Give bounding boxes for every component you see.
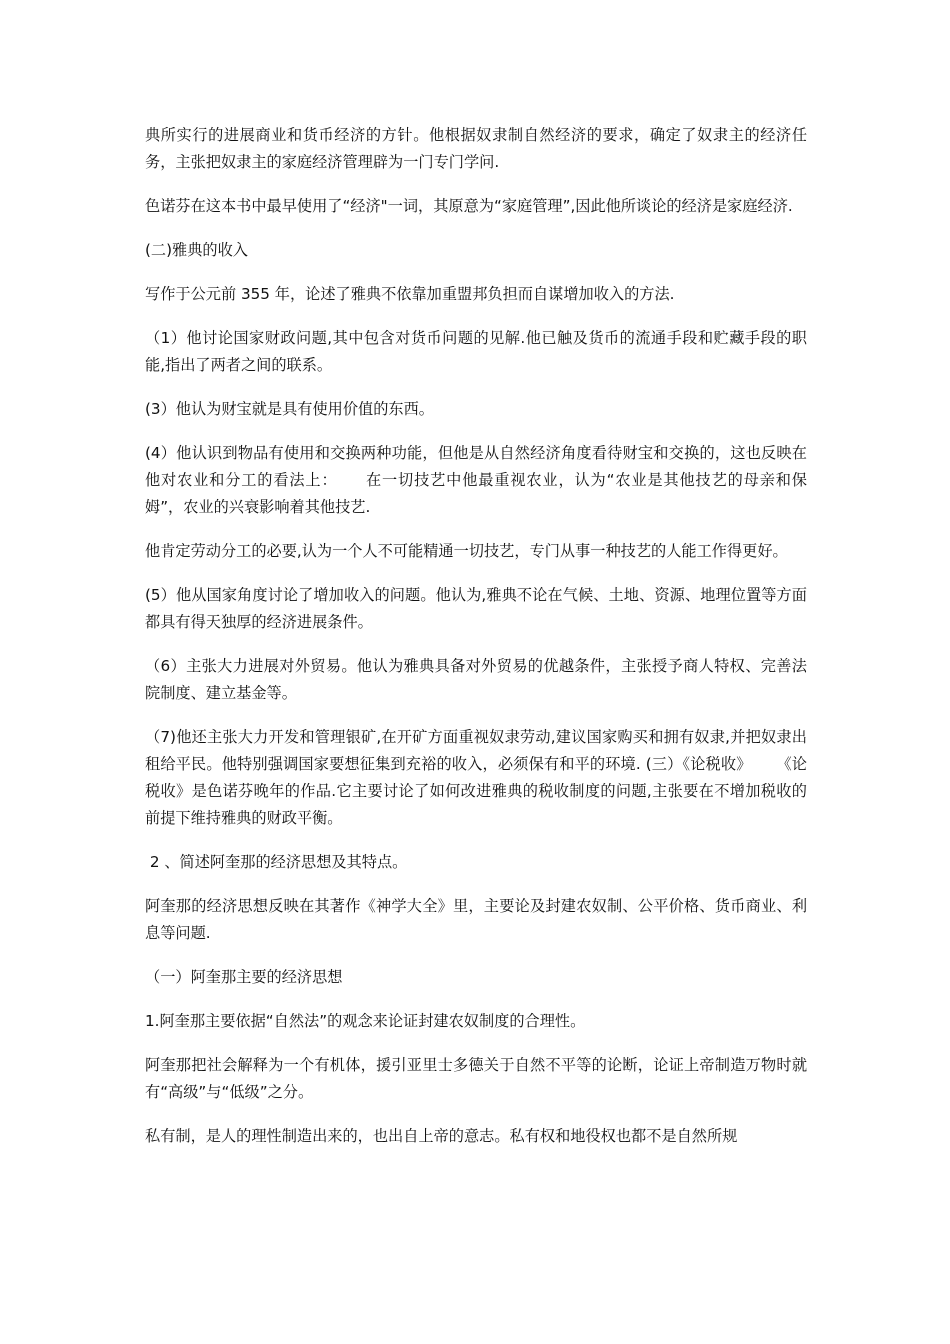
- section-heading-2: (二)雅典的收入: [145, 241, 248, 259]
- list-item-4: (4）他认识到物品有使用和交换两种功能，但他是从自然经济角度看待财宝和交换的，这也反映在他对农业和分工的看法上： 在一切技艺中他最重视农业，认为“农业是其他技艺的母亲和保姆”，农业的兴衰影响着其他技艺.: [145, 444, 807, 516]
- list-item-3: (3）他认为财宝就是具有使用价值的东西。: [145, 400, 434, 418]
- list-item-6: （6）主张大力进展对外贸易。他认为雅典具备对外贸易的优越条件，主张授予商人特权、完善法院制度、建立基金等。: [145, 657, 807, 702]
- paragraph-5: 阿奎那的经济思想反映在其著作《神学大全》里，主要论及封建农奴制、公平价格、货币商业、利息等问题.: [145, 897, 807, 942]
- point-1: 1.阿奎那主要依据“自然法”的观念来论证封建农奴制度的合理性。: [145, 1012, 586, 1030]
- list-item-5: (5）他从国家角度讨论了增加收入的问题。他认为,雅典不论在气候、土地、资源、地理位置等方面都具有得天独厚的经济进展条件。: [145, 586, 807, 631]
- paragraph-2: 色诺芬在这本书中最早使用了“经济"一词，其原意为“家庭管理”,因此他所谈论的经济是家庭经济.: [145, 197, 793, 215]
- list-item-7: （7)他还主张大力开发和管理银矿,在开矿方面重视奴隶劳动,建议国家购买和拥有奴隶,并把奴隶出租给平民。他特别强调国家要想征集到充裕的收入，必须保有和平的环境. (三）《论税收》 《论税收》是色诺芬晚年的作品.它主要讨论了如何改进雅典的税收制度的问题,主张要在不增加税收的前提下维持雅典的财政平衡。: [145, 728, 807, 827]
- section-heading-aquinas: （一）阿奎那主要的经济思想: [145, 968, 343, 986]
- paragraph-3: 写作于公元前 355 年，论述了雅典不依靠加重盟邦负担而自谋增加收入的方法.: [145, 285, 675, 303]
- paragraph-1: 典所实行的进展商业和货币经济的方针。他根据奴隶制自然经济的要求，确定了奴隶主的经济任务，主张把奴隶主的家庭经济管理辟为一门专门学问.: [145, 126, 807, 171]
- paragraph-4: 他肯定劳动分工的必要,认为一个人不可能精通一切技艺，专门从事一种技艺的人能工作得更好。: [145, 542, 788, 560]
- list-item-1: （1）他讨论国家财政问题,其中包含对货币问题的见解.他已触及货币的流通手段和贮藏手段的职能,指出了两者之间的联系。: [145, 329, 807, 374]
- document-body: [145, 122, 807, 1167]
- paragraph-7: 私有制，是人的理性制造出来的，也出自上帝的意志。私有权和地役权也都不是自然所规: [145, 1127, 738, 1145]
- question-heading-2: 2 、简述阿奎那的经济思想及其特点。: [145, 853, 408, 871]
- paragraph-6: 阿奎那把社会解释为一个有机体，援引亚里士多德关于自然不平等的论断，论证上帝制造万物时就有“高级”与“低级”之分。: [145, 1056, 807, 1101]
